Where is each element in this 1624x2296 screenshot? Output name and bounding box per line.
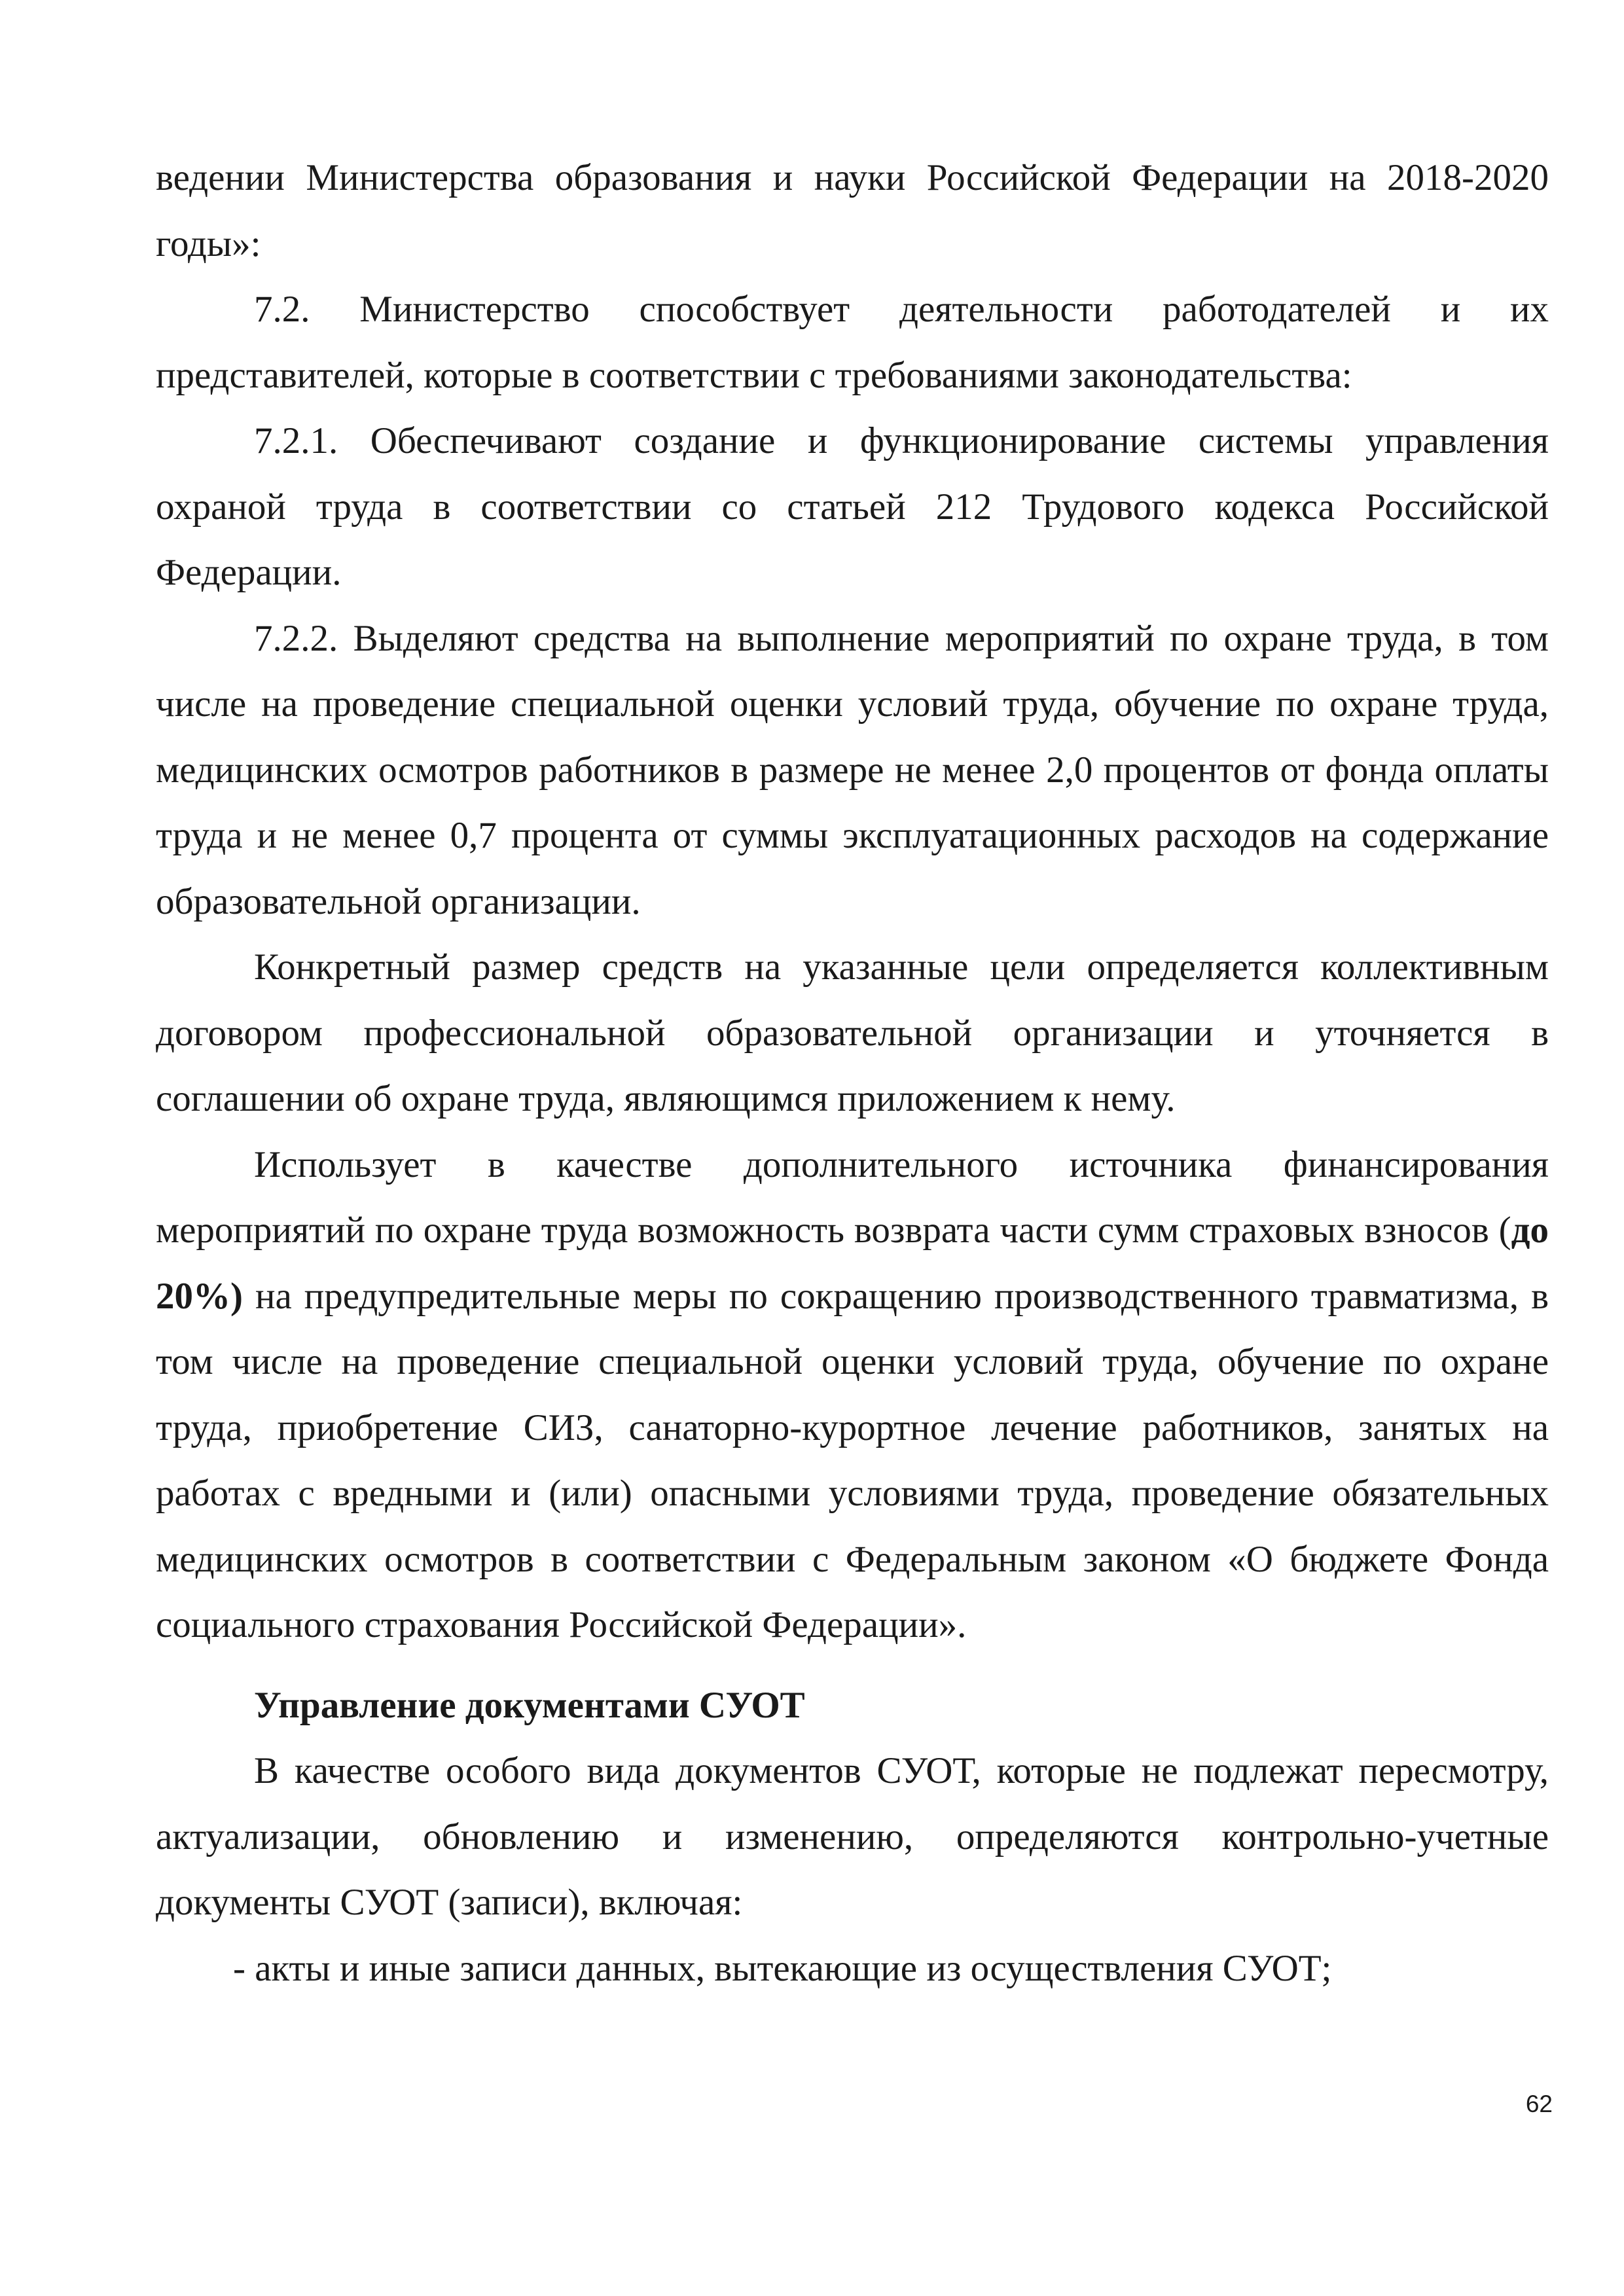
insurance-text-before: Использует в качестве дополнительного источника финансирования мероприятий по охране труда возможность возврата части сумм страховых взносов (: [156, 1143, 1549, 1251]
list-item: - акты и иные записи данных, вытекающие из осуществления СУОТ;: [233, 1947, 1332, 1989]
paragraph-continuation: ведении Министерства образования и науки Российской Федерации на 2018-2020 годы»:: [156, 157, 1549, 264]
paragraph-insurance-refund: [156, 1132, 1549, 1659]
insurance-text-after: на предупредительные меры по сокращению производственного травматизма, в том числе на проведение специальной оценки условий труда, обучение по охране труда, приобретение СИЗ, санаторно-курортное лечение работников, занятых на работах с вредными и (или) опасными условиями труда, проведение обязательных медицинских осмотров в соответствии с Федеральным законом «О бюджете Фонда социального страхования Российской Федерации».: [156, 1275, 1549, 1645]
paragraph-7-2: 7.2. Министерство способствует деятельности работодателей и их представителей, которые в соответствии с требованиями законодательства:: [156, 289, 1549, 396]
section-heading: Управление документами СУОТ: [254, 1684, 805, 1726]
insurance-percent-bold: до 20%): [156, 1210, 1549, 1317]
paragraph-7-2-2: 7.2.2. Выделяют средства на выполнение мероприятий по охране труда, в том числе на проведение специальной оценки условий труда, обучение по охране труда, медицинских осмотров работников в размере не менее 2,0 процентов от фонда оплаты труда и не менее 0,7 процента от суммы эксплуатационных расходов на содержание образовательной организации.: [156, 617, 1549, 922]
page-number: 62: [1525, 2090, 1553, 2117]
document-body: [156, 145, 1549, 2001]
paragraph-funding-amount: Конкретный размер средств на указанные цели определяется коллективным договором профессиональной образовательной организации и уточняется в соглашении об охране труда, являющимся приложением к нему.: [156, 946, 1549, 1119]
paragraph-document-types: В качестве особого вида документов СУОТ, которые не подлежат пересмотру, актуализации, обновлению и изменению, определяются контрольно-учетные документы СУОТ (записи), включая:: [156, 1750, 1549, 1923]
paragraph-7-2-1: 7.2.1. Обеспечивают создание и функционирование системы управления охраной труда в соответствии со статьей 212 Трудового кодекса Российской Федерации.: [156, 420, 1549, 593]
